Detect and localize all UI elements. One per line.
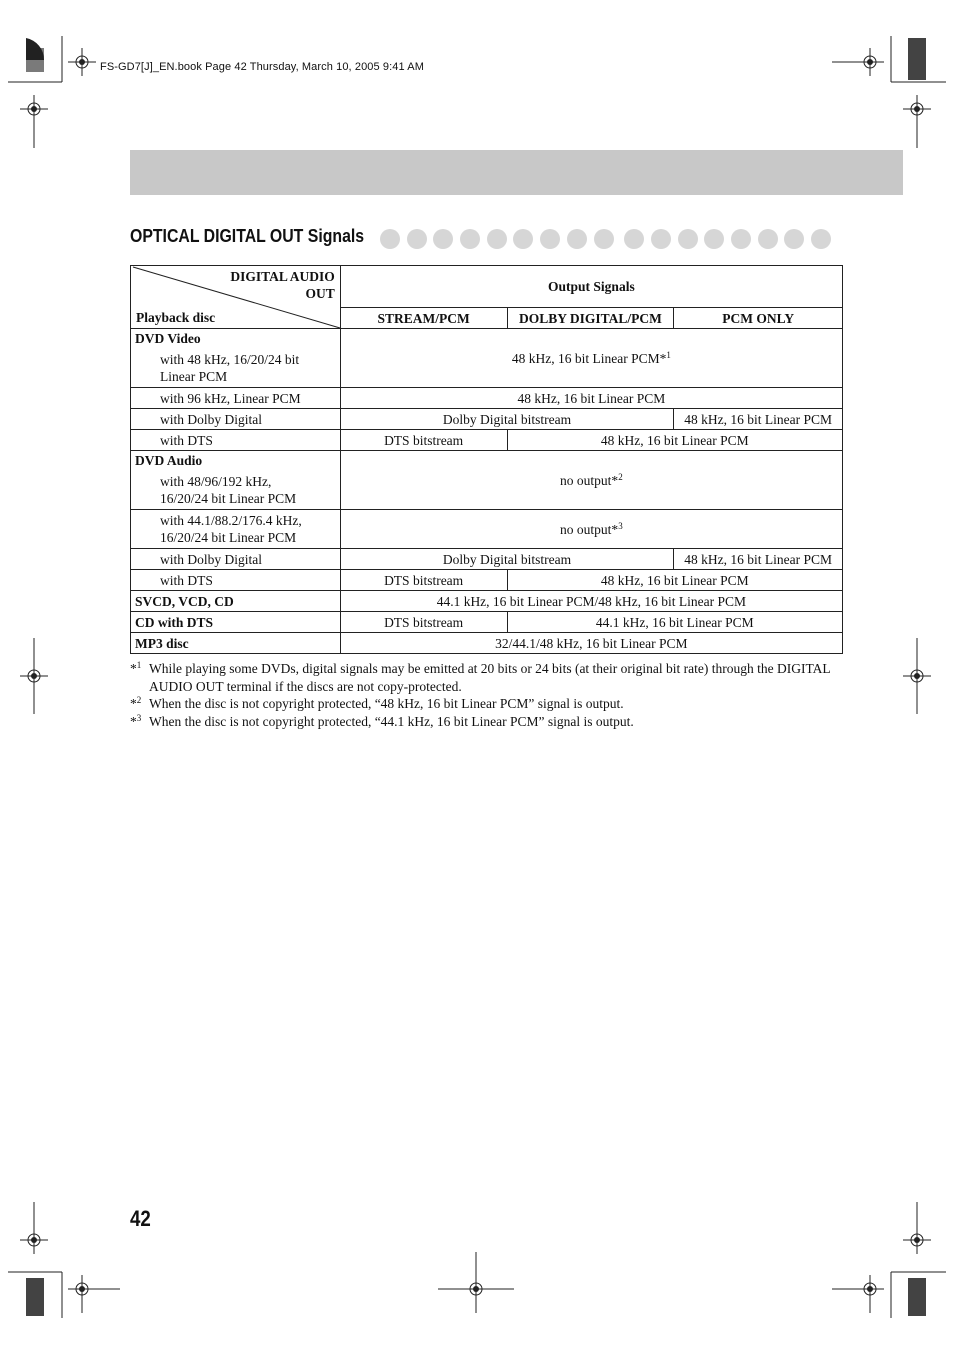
row-dvda-441k: with 44.1/88.2/176.4 kHz, 16/20/24 bit Linear PCM xyxy=(131,510,341,549)
corner-label-digital-audio: DIGITAL AUDIO xyxy=(230,269,335,284)
table-row: 44.1 kHz, 16 bit Linear PCM/48 kHz, 16 bit Linear PCM xyxy=(340,591,842,612)
table-cell: 48 kHz, 16 bit Linear PCM xyxy=(507,570,842,591)
table-cell: 48 kHz, 16 bit Linear PCM xyxy=(674,409,843,430)
table-cell: 48 kHz, 16 bit Linear PCM xyxy=(674,549,843,570)
book-header-line: FS-GD7[J]_EN.book Page 42 Thursday, March 10, 2005 9:41 AM xyxy=(100,61,424,73)
row-dvdv-96k: with 96 kHz, Linear PCM xyxy=(131,388,341,409)
col-header-pcm-only: PCM ONLY xyxy=(674,308,843,329)
row-dvda-48k: with 48/96/192 kHz, 16/20/24 bit Linear PCM xyxy=(131,471,341,510)
row-dvd-audio: DVD Audio xyxy=(131,451,341,471)
table-row: no output*$^2$ xyxy=(340,451,842,510)
footnote-2: *$^2$ When the disc is not copyright protected, “48 kHz, 16 bit Linear PCM” signal is output. xyxy=(130,695,624,711)
table-row: 48 kHz, 16 bit Linear PCM*$^1$ xyxy=(340,329,842,388)
signals-table xyxy=(130,265,843,654)
col-header-dolby-pcm: DOLBY DIGITAL/PCM xyxy=(507,308,674,329)
row-cd-dts: CD with DTS xyxy=(131,612,341,633)
row-dvdv-dolby: with Dolby Digital xyxy=(131,409,341,430)
col-header-stream-pcm: STREAM/PCM xyxy=(340,308,507,329)
page-number: 42 xyxy=(130,1206,151,1231)
row-svcd: SVCD, VCD, CD xyxy=(131,591,341,612)
footnotes xyxy=(130,660,843,730)
output-signals-header: Output Signals xyxy=(340,266,842,308)
header-band xyxy=(130,150,903,195)
table-row: 32/44.1/48 kHz, 16 bit Linear PCM xyxy=(340,633,842,654)
footnote-3: *$^3$ When the disc is not copyright protected, “44.1 kHz, 16 bit Linear PCM” signal is output. xyxy=(130,712,634,729)
footnote-1: *$^1$ While playing some DVDs, digital signals may be emitted at 20 bits or 24 bits (at their original bit rate) through the DIGITAL AUDIO OUT terminal if the discs are not copy-protected. xyxy=(130,660,831,694)
table-cell: DTS bitstream xyxy=(340,570,507,591)
table-row: no output*$^3$ xyxy=(340,510,842,549)
table-cell: 48 kHz, 16 bit Linear PCM xyxy=(507,430,842,451)
table-cell: DTS bitstream xyxy=(340,430,507,451)
corner-label-out: OUT xyxy=(305,286,335,301)
row-dvda-dts: with DTS xyxy=(131,570,341,591)
corner-label-playback-disc: Playback disc xyxy=(136,310,216,325)
table-cell: DTS bitstream xyxy=(340,612,507,633)
section-title: OPTICAL DIGITAL OUT Signals xyxy=(130,226,365,246)
row-dvdv-dts: with DTS xyxy=(131,430,341,451)
row-dvd-video: DVD Video xyxy=(131,329,341,349)
row-dvdv-48k: with 48 kHz, 16/20/24 bit Linear PCM xyxy=(131,349,341,388)
table-row: 48 kHz, 16 bit Linear PCM xyxy=(340,388,842,409)
row-dvda-dolby: with Dolby Digital xyxy=(131,549,341,570)
row-mp3: MP3 disc xyxy=(131,633,341,654)
table-cell: Dolby Digital bitstream xyxy=(340,549,674,570)
table-corner-cell xyxy=(131,266,341,329)
title-dot-leader xyxy=(380,229,845,249)
table-cell: 44.1 kHz, 16 bit Linear PCM xyxy=(507,612,842,633)
table-cell: Dolby Digital bitstream xyxy=(340,409,674,430)
